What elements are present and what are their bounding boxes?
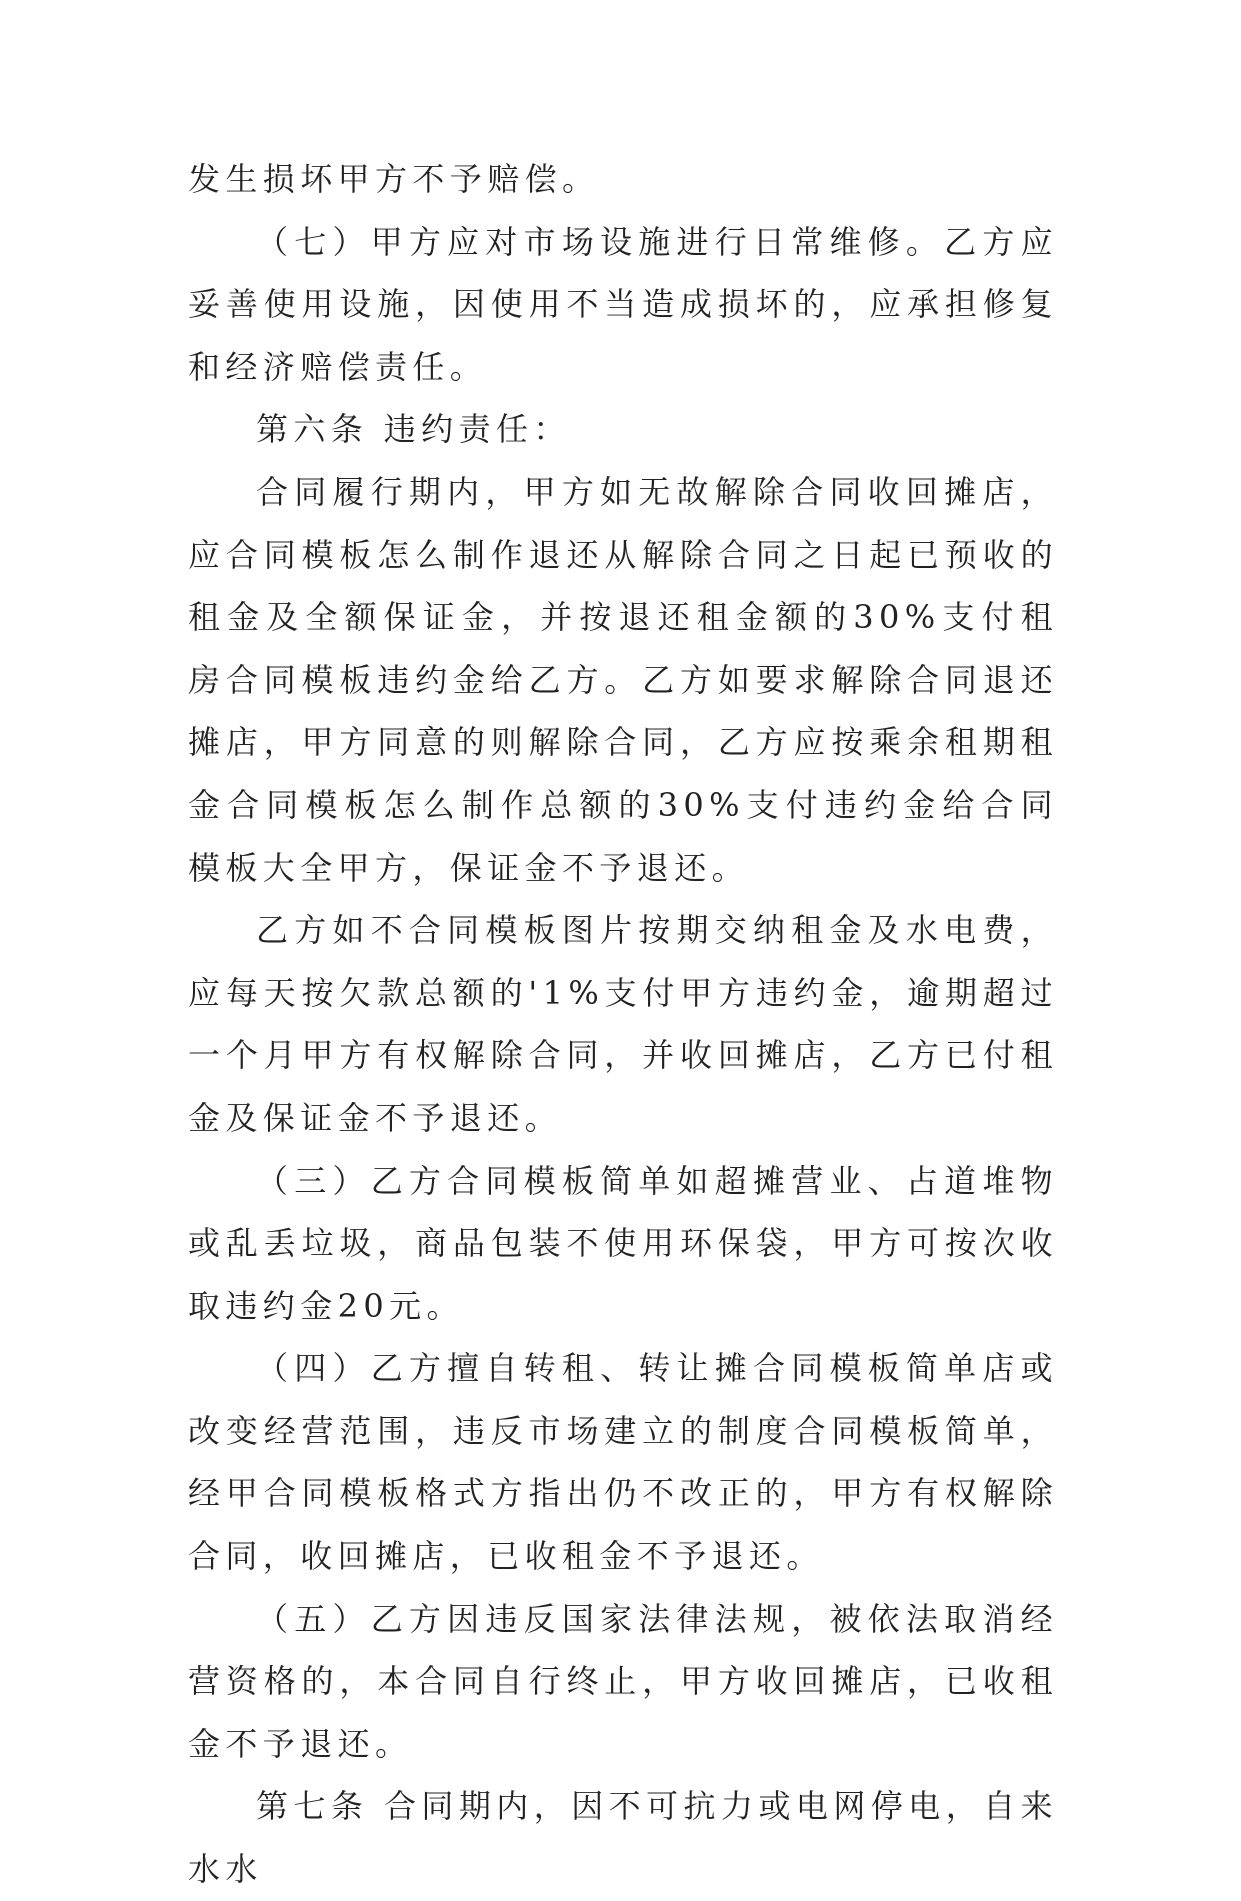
paragraph-early-termination: 合同履行期内，甲方如无故解除合同收回摊店，应合同模板怎么制作退还从解除合同之日起已预收的租金及全额保证金，并按退还租金额的30%支付租房合同模板违约金给乙方。乙方如要求解除合同退还摊店，甲方同意的则解除合同，乙方应按乘余租期租金合同模板怎么制作总额的30%支付违约金给合同模板大全甲方，保证金不予退还。 bbox=[188, 472, 1058, 887]
paragraph-clause-seven-maintenance: （七）甲方应对市场设施进行日常维修。乙方应妥善使用设施，因使用不当造成损坏的，应承担修复和经济赔偿责任。 bbox=[188, 222, 1058, 386]
paragraph-clause-three-violations: （三）乙方合同模板简单如超摊营业、占道堆物或乱丢垃圾，商品包装不使用环保袋，甲方可按次收取违约金20元。 bbox=[188, 1161, 1058, 1325]
paragraph-article-six-heading: 第六条 违约责任： bbox=[256, 410, 571, 449]
document-body bbox=[188, 148, 1058, 1901]
paragraph-late-payment: 乙方如不合同模板图片按期交纳租金及水电费，应每天按欠款总额的'1%支付甲方违约金，逾期超过一个月甲方有权解除合同，并收回摊店，乙方已付租金及保证金不予退还。 bbox=[188, 911, 1058, 1137]
paragraph-clause-five-illegal: （五）乙方因违反国家法律法规，被依法取消经营资格的，本合同自行终止，甲方收回摊店，已收租金不予退还。 bbox=[188, 1599, 1058, 1763]
paragraph-damage-no-compensation: 发生损坏甲方不予赔偿。 bbox=[188, 160, 600, 198]
paragraph-clause-four-sublease: （四）乙方擅自转租、转让摊合同模板简单店或改变经营范围，违反市场建立的制度合同模板简单，经甲合同模板格式方指出仍不改正的，甲方有权解除合同，收回摊店，已收租金不予退还。 bbox=[188, 1349, 1058, 1576]
paragraph-article-seven: 第七条 合同期内，因不可抗力或电网停电，自来水水 bbox=[188, 1787, 1058, 1889]
